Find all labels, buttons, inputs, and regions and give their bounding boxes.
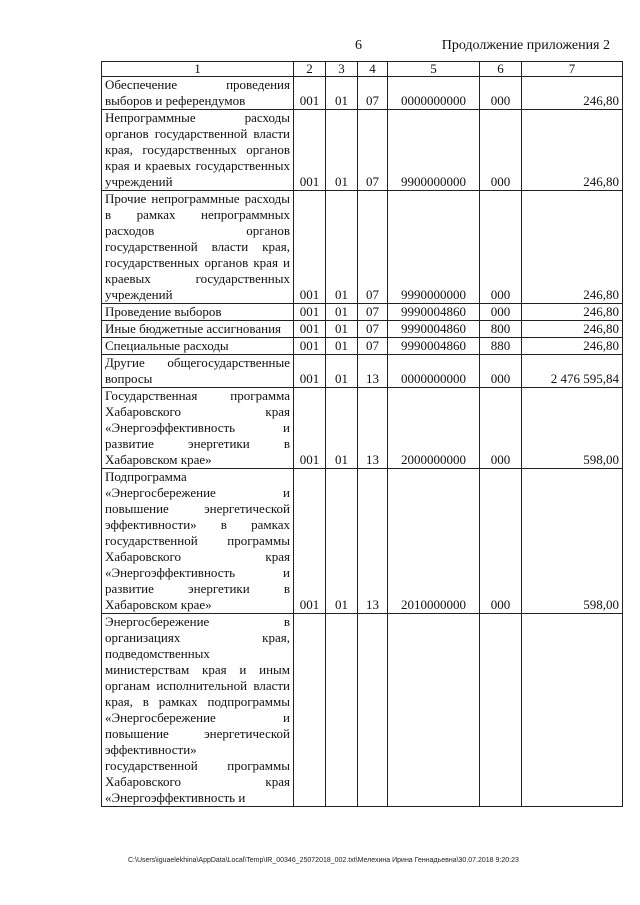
column-header-row: [102, 62, 623, 77]
cell-code: 001: [294, 304, 326, 321]
cell-code: 001: [294, 77, 326, 110]
table-row: [102, 388, 623, 469]
cell-target: [388, 614, 480, 807]
cell-target: 9990004860: [388, 321, 480, 338]
cell-code: 001: [294, 191, 326, 304]
cell-section: 01: [326, 321, 358, 338]
row-name: Прочие непрограммные расходы в рамках непрограммных расходов органов государственной власти края, государственных органов края и краевых государственных учреждений: [102, 191, 294, 304]
cell-code: 001: [294, 388, 326, 469]
row-name: Подпрограмма «Энергосбережение и повышение энергетической эффективности» в рамках государственной программы Хабаровского края «Энергоэффективность и развитие энергетики в Хабаровском крае»: [102, 469, 294, 614]
table-row: [102, 110, 623, 191]
row-name: Обеспечение проведения выборов и референдумов: [102, 77, 294, 110]
footer-file-path: C:\Users\iguaelekhina\AppData\Local\Temp\IR_00346_25072018_002.txt\Мелехина Ирина Геннадьевна\30.07.2018 9:20:23: [128, 857, 519, 864]
page-number: 6: [355, 38, 362, 53]
cell-section: 01: [326, 191, 358, 304]
cell-section: 01: [326, 304, 358, 321]
cell-subsection: 07: [358, 338, 388, 355]
cell-code: 001: [294, 355, 326, 388]
cell-code: [294, 614, 326, 807]
cell-subsection: 07: [358, 321, 388, 338]
cell-expense-type: 000: [480, 191, 522, 304]
cell-subsection: 07: [358, 110, 388, 191]
cell-target: 9990000000: [388, 191, 480, 304]
row-name: Энергосбережение в организациях края, подведомственных министерствам края и иным органам исполнительной власти края, в рамках подпрограммы «Энергосбережение и повышение энергетической эффективности» государственной программы Хабаровского края «Энергоэффективность и: [102, 614, 294, 807]
cell-target: 9900000000: [388, 110, 480, 191]
row-name: Другие общегосударственные вопросы: [102, 355, 294, 388]
cell-subsection: 07: [358, 77, 388, 110]
cell-expense-type: 800: [480, 321, 522, 338]
cell-section: 01: [326, 355, 358, 388]
cell-target: 2000000000: [388, 388, 480, 469]
column-header: 1: [102, 62, 294, 77]
cell-target: 0000000000: [388, 77, 480, 110]
table-row: [102, 191, 623, 304]
cell-target: 2010000000: [388, 469, 480, 614]
cell-expense-type: 880: [480, 338, 522, 355]
cell-subsection: 13: [358, 355, 388, 388]
cell-amount: 246,80: [522, 191, 623, 304]
cell-target: 0000000000: [388, 355, 480, 388]
column-header: 2: [294, 62, 326, 77]
cell-amount: 598,00: [522, 469, 623, 614]
cell-amount: [522, 614, 623, 807]
cell-section: 01: [326, 388, 358, 469]
table-row: [102, 77, 623, 110]
column-header: 4: [358, 62, 388, 77]
cell-code: 001: [294, 321, 326, 338]
row-name: Проведение выборов: [102, 304, 294, 321]
continuation-label: Продолжение приложения 2: [441, 38, 610, 53]
cell-amount: 246,80: [522, 110, 623, 191]
cell-amount: 598,00: [522, 388, 623, 469]
row-name: Государственная программа Хабаровского края «Энергоэффективность и развитие энергетики в Хабаровском крае»: [102, 388, 294, 469]
table-row: [102, 614, 623, 807]
cell-subsection: 13: [358, 469, 388, 614]
cell-section: 01: [326, 338, 358, 355]
cell-amount: 246,80: [522, 304, 623, 321]
cell-subsection: 07: [358, 191, 388, 304]
cell-section: 01: [326, 77, 358, 110]
cell-target: 9990004860: [388, 304, 480, 321]
cell-expense-type: 000: [480, 469, 522, 614]
column-header: 7: [522, 62, 623, 77]
column-header: 3: [326, 62, 358, 77]
cell-amount: 246,80: [522, 321, 623, 338]
cell-expense-type: 000: [480, 110, 522, 191]
cell-code: 001: [294, 110, 326, 191]
cell-subsection: 07: [358, 304, 388, 321]
table-row: [102, 355, 623, 388]
row-name: Специальные расходы: [102, 338, 294, 355]
cell-expense-type: 000: [480, 388, 522, 469]
cell-section: 01: [326, 110, 358, 191]
table-row: [102, 338, 623, 355]
cell-expense-type: 000: [480, 77, 522, 110]
cell-amount: 246,80: [522, 77, 623, 110]
cell-subsection: 13: [358, 388, 388, 469]
cell-target: 9990004860: [388, 338, 480, 355]
cell-amount: 2 476 595,84: [522, 355, 623, 388]
cell-section: 01: [326, 469, 358, 614]
cell-expense-type: 000: [480, 304, 522, 321]
row-name: Иные бюджетные ассигнования: [102, 321, 294, 338]
cell-code: 001: [294, 469, 326, 614]
table-row: [102, 304, 623, 321]
budget-table: [101, 61, 623, 807]
table-row: [102, 321, 623, 338]
cell-expense-type: [480, 614, 522, 807]
column-header: 6: [480, 62, 522, 77]
cell-expense-type: 000: [480, 355, 522, 388]
cell-section: [326, 614, 358, 807]
cell-subsection: [358, 614, 388, 807]
table-row: [102, 469, 623, 614]
column-header: 5: [388, 62, 480, 77]
row-name: Непрограммные расходы органов государственной власти края, государственных органов края и краевых государственных учреждений: [102, 110, 294, 191]
cell-code: 001: [294, 338, 326, 355]
cell-amount: 246,80: [522, 338, 623, 355]
